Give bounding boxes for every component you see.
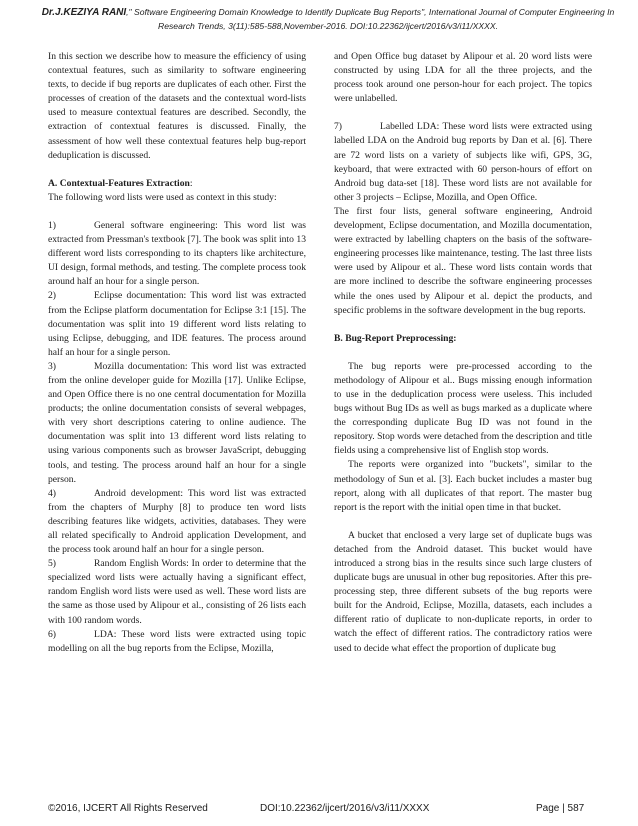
header-author: Dr.J.KEZIYA RANI (41, 7, 127, 18)
list-item (48, 360, 306, 487)
list-item-text: LDA: These word lists were extracted using topic modelling on all the bug reports from the Eclipse, Mozilla, (48, 628, 306, 654)
section-heading-b: B. Bug-Report Preprocessing: (334, 332, 457, 344)
list-item-number: 7) (334, 121, 342, 133)
summary-paragraph: The first four lists, general software engineering, Android development, Eclipse documentation, and Mozilla documentation, were extracted by labelling chapters on the basis of the software-engineering processes like maintenance, testing. The last three lists were used by Alipour et al.. These word lists contain words that are more inclined to describe the software engineering processes while the ones used by Alipour et al. depict the products, and specific problems in the software development in the bug reports. (334, 205, 592, 316)
list-item-text: Random English Words: In order to determine that the specialized word lists were actually having a significant effect, random English word lists were used as well. These word lists are the same as those used by Alipour et al., consisting of 26 lists each with 100 random words. (48, 558, 306, 626)
list-item-number: 3) (48, 360, 56, 372)
list-item-number: 6) (48, 628, 56, 640)
section-heading-a-text: A. Contextual-Features Extraction (48, 177, 190, 189)
list-item-number: 4) (48, 487, 56, 499)
list-item-number: 1) (48, 219, 56, 231)
body-paragraph: A bucket that enclosed a very large set of duplicate bugs was detached from the Android dataset. This bucket would have introduced a strong bias in the results since such large clusters of duplicate bugs are unusual in other bug repositories. After this pre-processing step, three different subsets of the bug reports were built for the Android, Eclipse, Mozilla, datasets, each includes a different ratio of duplicate to non-duplicate reports, in order to watch the effect of different ratios. The contradictory ratios were used to decide what effect the proportion of duplicate bug (334, 529, 592, 654)
list-item-number: 2) (48, 290, 56, 302)
right-column (334, 50, 592, 656)
list-item-text: Android development: This word list was extracted from the chapters of Murphy [8] to produce ten word lists describing features like widgets, activities, databases. They were all related specifically to Android application Development, and the process took around half an hour for a single person. (48, 487, 306, 556)
footer-page-number: Page | 587 (536, 803, 585, 814)
list-item (48, 628, 306, 656)
body-paragraph: The bug reports were pre-processed according to the methodology of Alipour et al.. Bugs missing enough information to use in the deduplication process were useless. This included bugs without Bug IDs as well as bugs marked as a duplicate where the corresponding duplicate Bug ID was not found in the repository. Stop words were detached from the description and title fields using a comprehensive list of English stop words. (334, 360, 592, 457)
section-heading-a (48, 177, 306, 191)
list-item-text: Labelled LDA: These word lists were extracted using labelled LDA on the Android bug reports by Dan et al. [6]. There are 72 word lists on a variety of subjects like wifi, GPS, 3G, keyboard, that were extracted with 60 person-hours of effort on Android bug data-set [18]. These word lists are not available for other 3 projects – Eclipse, Mozilla, and Open Office. (334, 121, 592, 203)
list-item (48, 219, 306, 289)
list-item-number: 5) (48, 558, 56, 570)
list-item-text: Eclipse documentation: This word list was extracted from the Eclipse platform documentation for Eclipse 3:1 [15]. The documentation was split into 19 different word lists relating to using Eclipse, debugging, and IDE features. The process around half an hour for a single person. (48, 290, 306, 358)
lead-paragraph: The following word lists were used as context in this study: (48, 191, 277, 203)
body-paragraph: The reports were organized into "buckets", similar to the methodology of Sun et al. [3]. Each bucket includes a master bug report, along with all duplicates of that report. The master bug report is the report with the initial open time in that bucket. (334, 459, 592, 513)
footer-doi: DOI:10.22362/ijcert/2016/v3/i11/XXXX (260, 803, 430, 814)
list-item-text: General software engineering: This word list was extracted from Pressman's textbook [7]. The book was split into 13 different word lists corresponding to its chapters like architecture, UI design, formal methods, and testing. The complete process took around half an hour for a single person. (48, 219, 306, 288)
intro-paragraph: In this section we describe how to measure the efficiency of using contextual features, such as similarity to software engineering texts, to decide if bug reports are duplicates of each other. First the processes of creation of the datasets and the contextual word-lists used to measure contextual features are described. Secondly, the extraction of contextual features is discussed. Finally, the assessment of how well these contextual features help bug-report deduplication is discussed. (48, 51, 306, 161)
running-header (40, 6, 616, 32)
list-item-text: Mozilla documentation: This word list was extracted from the online developer guide for Mozilla [17]. Unlike Eclipse, and Open Office there is no one central documentation for Mozilla products; the online documentation consists of several webpages, with very short descriptions catering to online audience. The documentation was split into 13 different word lists relating to using various components such as browser JavaScript, debugging tools, and testing. The process around half an hour for a single person. (48, 360, 306, 485)
continuation-paragraph: and Open Office bug dataset by Alipour et al. 20 word lists were constructed by using LDA for all the three projects, and the process took around one person-hour for each project. The topics were unlabelled. (334, 51, 592, 105)
list-item (334, 120, 592, 205)
header-citation: ," Software Engineering Domain Knowledge to Identify Duplicate Bug Reports", International Journal of Computer Engineering In Research Trends, 3(11):585-588,November-2016. DOI:10.22362/ijcert/2016/v3/i11/XXXX. (126, 7, 615, 31)
left-column (48, 50, 306, 656)
list-item (48, 557, 306, 627)
section-heading-a-colon: : (189, 177, 193, 189)
footer-copyright: ©2016, IJCERT All Rights Reserved (48, 803, 208, 814)
list-item (48, 487, 306, 557)
list-item (48, 289, 306, 359)
